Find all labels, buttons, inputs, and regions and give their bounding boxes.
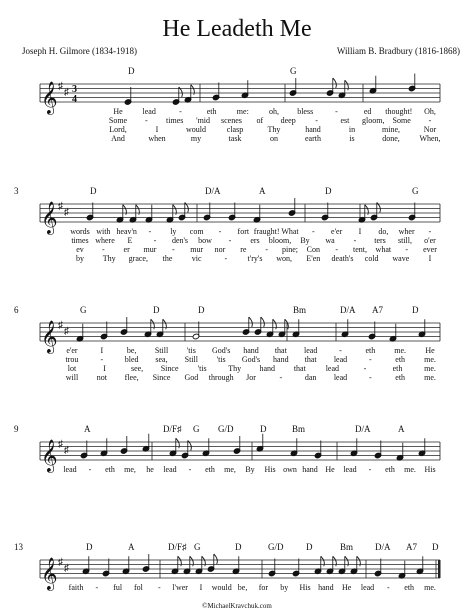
chord-symbol: A	[84, 424, 91, 434]
lyric-syllable: Some	[108, 116, 128, 125]
lyric-syllable: be,	[126, 346, 137, 355]
lyric-syllable: hand	[302, 465, 318, 474]
chord-symbol: Bm	[292, 424, 306, 434]
sharp-icon: ♯	[58, 81, 63, 92]
lyric-syllable: bloom,	[268, 236, 292, 245]
chord-symbol: D/A	[355, 424, 371, 434]
lyric-syllable: sea,	[155, 355, 168, 364]
measure-number: 9	[14, 424, 19, 434]
lyric-syllable: hand	[243, 346, 259, 355]
lyric-syllable: clasp	[226, 125, 244, 134]
lyric-syllable: me.	[424, 355, 436, 364]
lyric-syllable: oh,	[269, 107, 279, 116]
lyric-syllable: wave	[392, 254, 410, 263]
lyric-syllable: e'er	[66, 346, 78, 355]
lyric-syllable: mine,	[382, 125, 400, 134]
lyric-syllable: not	[96, 373, 107, 382]
lyric-syllable: deep	[280, 116, 296, 125]
lyric-syllable: me.	[424, 583, 436, 592]
lyric-syllable: He	[325, 465, 335, 474]
chord-symbol: D	[325, 186, 332, 196]
lyric-syllable: cold	[364, 254, 379, 263]
lyric-syllable: nor	[214, 245, 226, 254]
music-system	[14, 424, 440, 474]
lyric-syllable: -	[335, 245, 339, 254]
music-system	[14, 542, 441, 592]
sharp-icon: ♯	[58, 201, 63, 212]
lyric-syllable: -	[315, 116, 318, 125]
lyric-syllable: trou	[65, 355, 79, 364]
lyric-syllable: mur	[190, 245, 204, 254]
lyric-syllable: His	[299, 583, 311, 592]
lyric-syllable: -	[188, 465, 192, 474]
lyric-syllable: death's	[331, 254, 354, 263]
chord-symbol: D	[128, 66, 135, 76]
lyric-syllable: -	[228, 236, 232, 245]
lyric-syllable: hand	[259, 364, 276, 373]
final-barline	[438, 560, 441, 578]
song-title: He Leadeth Me	[162, 16, 312, 42]
lyric-syllable: for	[258, 583, 269, 592]
music-system	[14, 186, 440, 263]
lyric-syllable: eth	[395, 373, 406, 382]
lyric-syllable: me:	[236, 107, 249, 116]
chord-symbol: D/A	[340, 305, 356, 315]
lyric-syllable: fol	[134, 583, 143, 592]
lyric-syllable: -	[368, 465, 372, 474]
lyric-syllable: By	[245, 465, 255, 474]
lyric-syllable: that	[274, 346, 287, 355]
treble-clef-icon: 𝄞	[41, 559, 58, 590]
lyric-syllable: e'er	[331, 227, 343, 236]
lyric-syllable: done,	[382, 134, 400, 143]
lyric-syllable: His	[264, 465, 276, 474]
lyric-syllable: E	[127, 236, 133, 245]
lyric-syllable: 'tis	[186, 346, 196, 355]
lyric-syllable: hand	[318, 583, 334, 592]
lyric-syllable: earth	[305, 134, 321, 143]
lyric-syllable: -	[179, 107, 182, 116]
lyric-syllable: E'en	[306, 254, 321, 263]
lyric-syllable: ever	[423, 245, 437, 254]
lyric-syllable: lead	[304, 346, 318, 355]
lyric-syllable: gloom,	[362, 116, 385, 125]
lyric-syllable: -	[101, 245, 105, 254]
lyric-syllable: lead	[333, 373, 348, 382]
composer-credit: William B. Bradbury (1816-1868)	[336, 46, 460, 56]
lyric-syllable: vic	[191, 254, 202, 263]
lyric-syllable: And	[111, 134, 125, 143]
lyric-syllable: I	[100, 346, 104, 355]
lyric-syllable: me.	[424, 373, 436, 382]
lyric-syllable: in	[348, 125, 356, 134]
lyric-syllable: wa	[325, 236, 335, 245]
lyric-syllable: eth	[395, 355, 406, 364]
lyric-syllable: Thy	[228, 364, 242, 373]
lyric-syllable: 'tis	[197, 364, 207, 373]
lyric-syllable: thought!	[385, 107, 413, 116]
lyric-syllable: bled	[124, 355, 139, 364]
lyric-syllable: eth	[206, 107, 217, 116]
lyric-syllable: By	[300, 236, 310, 245]
lyric-syllable: -	[428, 227, 432, 236]
lyric-syllable: 'mid	[196, 116, 211, 125]
lyric-syllable: me.	[424, 364, 436, 373]
lyric-syllable: He	[113, 107, 123, 116]
lyric-syllable: the	[162, 254, 173, 263]
lyric-syllable: Con	[306, 245, 321, 254]
lyric-syllable: eth	[392, 364, 403, 373]
lyric-syllable: -	[88, 465, 92, 474]
chord-symbol: A7	[372, 305, 383, 315]
lyric-syllable: heav'n	[116, 227, 137, 236]
lyric-syllable: would	[211, 583, 232, 592]
lyric-syllable: that	[293, 364, 306, 373]
note-flag	[333, 78, 337, 88]
lyric-syllable: Thy	[102, 254, 116, 263]
chord-symbol: D	[260, 424, 267, 434]
chord-symbol: D/A	[375, 542, 391, 552]
lyric-syllable: -	[387, 583, 390, 592]
lyric-syllable: be,	[237, 583, 248, 592]
lyric-syllable: -	[153, 236, 157, 245]
lyric-syllable: still,	[397, 236, 413, 245]
lyric-syllable: ters	[374, 236, 386, 245]
sharp-icon: ♯	[64, 326, 69, 337]
lyric-syllable: I	[103, 364, 106, 373]
lyric-syllable: with	[96, 227, 111, 236]
lyric-syllable: he	[146, 465, 154, 474]
lyric-syllable: I	[199, 583, 203, 592]
lyric-syllable: I	[155, 125, 159, 134]
lyric-syllable: -	[224, 254, 228, 263]
sharp-icon: ♯	[64, 87, 69, 98]
lyric-syllable: -	[428, 116, 432, 125]
chord-symbol: D	[412, 305, 419, 315]
lyric-syllable: Oh,	[424, 107, 436, 116]
lyric-syllable: lead	[142, 107, 156, 116]
chord-symbol: G/D	[268, 542, 284, 552]
lyric-syllable: lead	[163, 465, 177, 474]
lyric-syllable: -	[279, 373, 283, 382]
lyric-syllable: Still	[184, 355, 199, 364]
lyric-syllable: -	[171, 245, 175, 254]
sharp-icon: ♯	[58, 320, 63, 331]
chord-symbol: D	[306, 542, 313, 552]
lyric-syllable: lead	[325, 364, 340, 373]
lyric-syllable: will	[65, 373, 79, 382]
lyric-syllable: -	[311, 227, 315, 236]
treble-clef-icon: 𝄞	[41, 441, 58, 472]
chord-symbol: D	[432, 542, 439, 552]
lyric-syllable: me.	[394, 346, 407, 355]
lyric-syllable: task	[228, 134, 242, 143]
lyricist-credit: Joseph H. Gilmore (1834-1918)	[22, 46, 137, 56]
lyric-syllable: pine;	[282, 245, 298, 254]
lyric-syllable: God	[184, 373, 199, 382]
lyric-syllable: by	[280, 583, 289, 592]
lyric-syllable: Lord,	[109, 125, 127, 134]
music-system	[14, 305, 440, 382]
lyric-syllable: I	[428, 254, 432, 263]
lyric-syllable: of	[256, 116, 264, 125]
lyric-syllable: -	[405, 245, 409, 254]
lyric-syllable: is	[349, 134, 355, 143]
lyric-syllable: -	[339, 346, 342, 355]
sharp-icon: ♯	[58, 439, 63, 450]
lyric-syllable: eth	[404, 583, 415, 592]
lyric-syllable: Still	[154, 346, 169, 355]
lyric-syllable: through	[208, 373, 234, 382]
lyric-syllable: where	[95, 236, 115, 245]
lyric-syllable: -	[353, 236, 357, 245]
lyric-syllable: com	[189, 227, 204, 236]
chord-symbol: D	[86, 542, 93, 552]
lyric-syllable: by	[76, 254, 84, 263]
lyric-syllable: when	[148, 134, 166, 143]
lyric-syllable: God's	[241, 355, 261, 364]
sharp-icon: ♯	[64, 445, 69, 456]
lyric-syllable: Jor	[246, 373, 256, 382]
lyric-syllable: eth	[105, 465, 115, 474]
lyric-syllable: eth	[365, 346, 376, 355]
music-system	[40, 66, 441, 143]
chord-symbol: D	[198, 305, 205, 315]
lyric-syllable: He	[425, 346, 435, 355]
chord-symbol: D/F♯	[168, 542, 187, 552]
lyric-syllable: times	[71, 236, 89, 245]
lyric-syllable: me,	[224, 465, 236, 474]
lyric-syllable: t'ry's	[247, 254, 263, 263]
lyric-syllable: won,	[276, 254, 293, 263]
lyric-syllable: l'wer	[172, 583, 188, 592]
lyric-syllable: bless	[297, 107, 314, 116]
chord-symbol: D	[90, 186, 97, 196]
note-flag	[214, 554, 218, 564]
chord-symbol: A	[128, 542, 135, 552]
lyric-syllable: God's	[211, 346, 231, 355]
lyric-syllable: ev	[76, 245, 84, 254]
lyric-syllable: His	[424, 465, 436, 474]
lyric-syllable: He	[342, 583, 352, 592]
lyric-syllable: Thy	[267, 125, 281, 134]
time-signature-bottom: 4	[72, 94, 77, 105]
lyric-syllable: lead	[63, 465, 77, 474]
chord-symbol: A	[398, 424, 405, 434]
note-flag	[261, 317, 265, 327]
chord-symbol: G	[290, 66, 297, 76]
time-signature-top: 3	[72, 84, 77, 95]
lyric-syllable: faith	[68, 583, 84, 592]
lyric-syllable: eth	[205, 465, 215, 474]
chord-symbol: G	[80, 305, 87, 315]
lyric-syllable: wher	[398, 227, 415, 236]
lyric-syllable: -	[148, 227, 152, 236]
lyric-syllable: tent,	[353, 245, 367, 254]
chord-symbol: G	[193, 424, 200, 434]
lyric-syllable: -	[157, 583, 161, 592]
lyric-syllable: den's	[171, 236, 189, 245]
lyric-syllable: me,	[124, 465, 136, 474]
lyric-syllable: scenes	[221, 116, 242, 125]
measure-number: 13	[14, 542, 23, 552]
lyric-syllable: o'er	[424, 236, 436, 245]
lyric-syllable: grace,	[128, 254, 148, 263]
chord-symbol: D/A	[205, 186, 221, 196]
lyric-syllable: Since	[160, 364, 179, 373]
lyric-syllable: ers	[250, 236, 260, 245]
chord-symbol: D/F♯	[163, 424, 182, 434]
lyric-syllable: lead	[343, 465, 357, 474]
lyric-syllable: own	[283, 465, 297, 474]
lyric-syllable: times	[166, 116, 184, 125]
chord-symbol: A	[259, 186, 266, 196]
chord-symbol: G/D	[218, 424, 234, 434]
chord-symbol: G	[194, 542, 201, 552]
lyric-syllable: ed	[363, 107, 372, 116]
lyric-syllable: est	[340, 116, 350, 125]
lyric-syllable: -	[368, 373, 372, 382]
lyric-syllable: lead	[333, 355, 348, 364]
lyric-syllable: Since	[152, 373, 171, 382]
treble-clef-icon: 𝄞	[41, 203, 58, 234]
sharp-icon: ♯	[64, 207, 69, 218]
lyric-syllable: What	[281, 227, 299, 236]
footer-credit: ©MichaelKravchuk.com	[202, 602, 272, 610]
lyric-syllable: words	[70, 227, 90, 236]
chord-symbol: G	[412, 186, 419, 196]
lyric-syllable: -	[363, 364, 367, 373]
lyric-syllable: mur	[143, 245, 157, 254]
lyric-syllable: When,	[419, 134, 441, 143]
treble-clef-icon: 𝄞	[41, 322, 58, 353]
note-flag	[249, 317, 253, 327]
lyric-syllable: dan	[304, 373, 317, 382]
lyric-syllable: ful	[113, 583, 123, 592]
chord-symbol: A7	[406, 542, 417, 552]
lyric-syllable: -	[145, 116, 148, 125]
chord-symbol: D	[235, 542, 242, 552]
lyric-syllable: hand	[273, 355, 289, 364]
lyric-syllable: see,	[130, 364, 144, 373]
lyric-syllable: 'tis	[216, 355, 226, 364]
chord-symbol: Bm	[293, 305, 307, 315]
lyric-syllable: lead	[360, 583, 375, 592]
lyric-syllable: bow	[198, 236, 212, 245]
sharp-icon: ♯	[58, 557, 63, 568]
lyric-syllable: re	[240, 245, 247, 254]
lyric-syllable: -	[218, 227, 222, 236]
lyric-syllable: -	[265, 245, 269, 254]
lyric-syllable: Nor	[423, 125, 437, 134]
treble-clef-icon: 𝄞	[41, 83, 58, 114]
lyric-syllable: me.	[404, 465, 416, 474]
chord-symbol: D	[153, 305, 160, 315]
lyric-syllable: -	[335, 107, 338, 116]
lyric-syllable: I	[358, 227, 362, 236]
lyric-syllable: fort	[237, 227, 250, 236]
lyric-syllable: what	[375, 245, 392, 254]
lyric-syllable: ly	[170, 227, 177, 236]
chord-symbol: Bm	[340, 542, 354, 552]
measure-number: 6	[14, 305, 19, 315]
lyric-syllable: -	[100, 355, 104, 364]
lyric-syllable: would	[186, 125, 206, 134]
lyric-syllable: on	[270, 134, 278, 143]
lyric-syllable: -	[368, 355, 372, 364]
lyric-syllable: -	[95, 583, 99, 592]
sharp-icon: ♯	[64, 563, 69, 574]
lyric-syllable: my	[190, 134, 202, 143]
lyric-syllable: do,	[378, 227, 389, 236]
lyric-syllable: Some	[392, 116, 411, 125]
lyric-syllable: fraught!	[253, 227, 280, 236]
measure-number: 3	[14, 186, 19, 196]
lyric-syllable: that	[304, 355, 317, 364]
lyric-syllable: flee,	[124, 373, 139, 382]
lyric-syllable: eth	[385, 465, 395, 474]
lyric-syllable: lot	[67, 364, 77, 373]
lyric-syllable: er	[123, 245, 130, 254]
lyric-syllable: hand	[305, 125, 321, 134]
